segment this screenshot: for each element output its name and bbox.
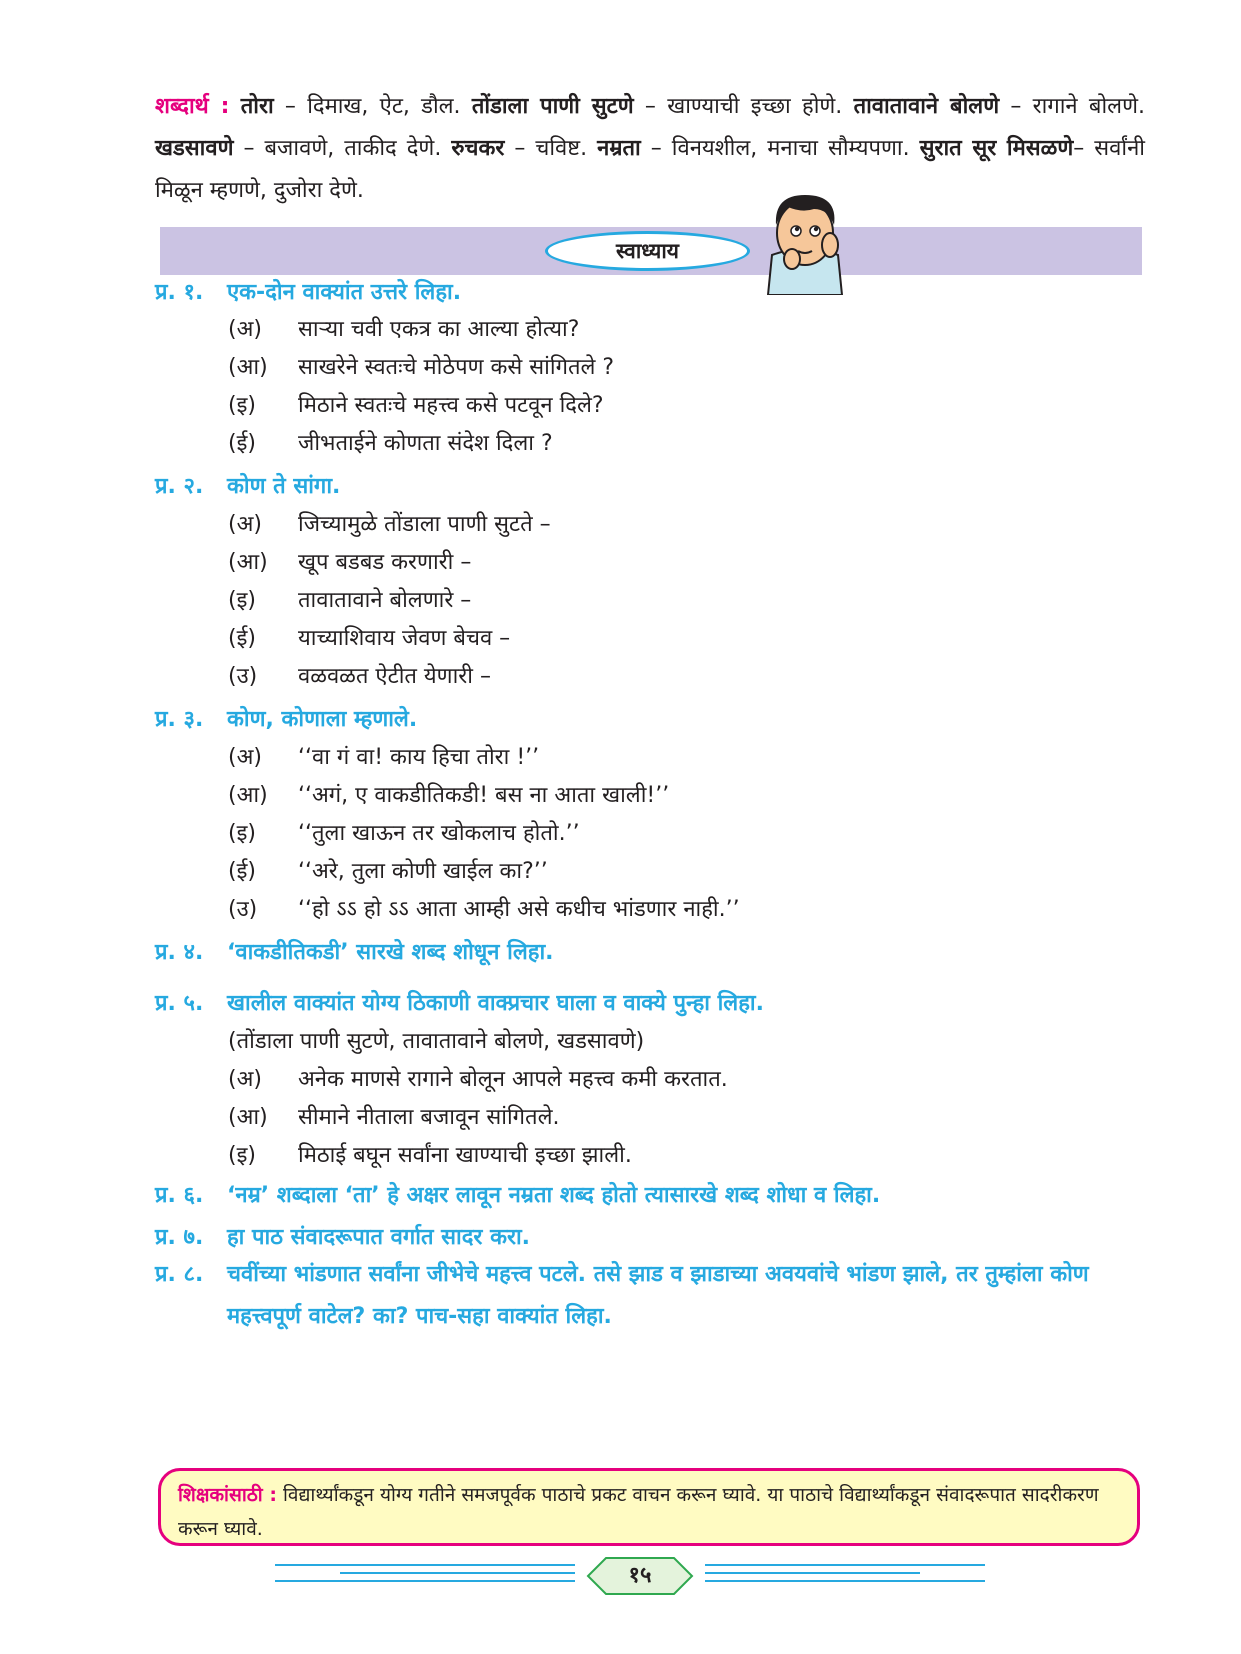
question-number: प्र. ३. (155, 707, 204, 732)
question-number: प्र. ५. (155, 991, 204, 1016)
item-text: मिठाई बघून सर्वांना खाण्याची इच्छा झाली. (298, 1143, 632, 1168)
thinking-boy-illustration (762, 185, 848, 295)
list-item (228, 855, 548, 885)
glossary-def: दिमाख, ऐट, डौल. (307, 94, 461, 119)
question-text: हा पाठ संवादरूपात वर्गात सादर करा. (227, 1225, 531, 1250)
page-number-text: १५ (628, 1563, 652, 1588)
item-text: ‘‘अगं, ए वाकडीतिकडी! बस ना आता खाली!’’ (298, 783, 670, 808)
item-text: ‘‘हो ऽऽ हो ऽऽ आता आम्ही असे कधीच भांडणार नाही.’’ (298, 897, 740, 922)
glossary-term: रुचकर (451, 136, 505, 161)
item-label: (आ) (228, 550, 268, 575)
item-text: अनेक माणसे रागाने बोलून आपले महत्त्व कमी करतात. (298, 1067, 728, 1092)
item-label: (इ) (228, 393, 256, 418)
item-text: जिच्यामुळे तोंडाला पाणी सुटते – (298, 512, 551, 537)
question-text: कोण ते सांगा. (227, 474, 341, 499)
item-label: (ई) (228, 859, 256, 884)
question-number: प्र. ६. (155, 1183, 204, 1208)
question-1 (155, 276, 461, 306)
list-item (228, 741, 539, 771)
question-7 (155, 1221, 530, 1251)
list-item (228, 313, 579, 343)
item-label: (ई) (228, 431, 256, 456)
item-label: (अ) (228, 1067, 262, 1092)
question-number: प्र. ४. (155, 940, 204, 965)
question-3 (155, 703, 417, 733)
question-text: ‘वाकडीतिकडी’ सारखे शब्द शोधून लिहा. (227, 940, 554, 965)
glossary-def: चविष्ट. (535, 136, 588, 161)
question-number: प्र. १. (155, 280, 204, 305)
footer-rule (275, 1564, 575, 1566)
item-label: (आ) (228, 1105, 268, 1130)
teacher-note (178, 1478, 1128, 1546)
list-item (228, 546, 471, 576)
item-label: (आ) (228, 783, 268, 808)
question-text: ‘नम्र’ शब्दाला ‘ता’ हे अक्षर लावून नम्रता शब्द होतो त्यासारखे शब्द शोधा व लिहा. (227, 1183, 881, 1208)
list-item (228, 351, 614, 381)
item-text: तावातावाने बोलणारे – (298, 588, 472, 613)
item-text: मिठाने स्वतःचे महत्त्व कसे पटवून दिले? (298, 393, 604, 418)
glossary-term: तोंडाला पाणी सुटणे (471, 94, 634, 119)
item-label: (इ) (228, 1143, 256, 1168)
item-label: (अ) (228, 317, 262, 342)
item-label: (अ) (228, 512, 262, 537)
list-item (228, 893, 740, 923)
list-item (228, 584, 471, 614)
list-item (228, 622, 510, 652)
question-4 (155, 936, 554, 966)
footer-rule (705, 1580, 985, 1582)
item-text: ‘‘अरे, तुला कोणी खाईल का?’’ (298, 859, 548, 884)
question-2 (155, 470, 340, 500)
footer-rule (275, 1580, 575, 1582)
item-text: ‘‘तुला खाऊन तर खोकलाच होतो.’’ (298, 821, 580, 846)
question-8 (155, 1254, 1145, 1338)
glossary-term: तोरा (240, 94, 274, 119)
glossary-term: तावातावाने बोलणे (853, 94, 1000, 119)
item-label: (आ) (228, 355, 268, 380)
footer-rule (705, 1564, 985, 1566)
question-text: खालील वाक्यांत योग्य ठिकाणी वाक्प्रचार घाला व वाक्ये पुन्हा लिहा. (227, 991, 764, 1016)
list-item (228, 389, 604, 419)
glossary-def: रागाने बोलणे. (1032, 94, 1145, 119)
item-text: वळवळत ऐटीत येणारी – (298, 664, 491, 689)
glossary-heading: शब्दार्थ : (155, 94, 230, 119)
item-label: (इ) (228, 588, 256, 613)
question-5 (155, 987, 764, 1017)
list-item (228, 1139, 632, 1169)
glossary-term: खडसावणे (155, 136, 234, 161)
phrase-options: (तोंडाला पाणी सुटणे, तावातावाने बोलणे, खडसावणे) (228, 1029, 645, 1054)
glossary-def: विनयशील, मनाचा सौम्यपणा. (671, 136, 910, 161)
item-text: साऱ्या चवी एकत्र का आल्या होत्या? (298, 317, 580, 342)
question-number: प्र. २. (155, 474, 204, 499)
list-item (228, 660, 491, 690)
question-text: चवींच्या भांडणात सर्वांना जीभेचे महत्त्व पटले. तसे झाड व झाडाच्या अवयवांचे भांडण झाले, तर तुम्हांला कोण महत्त्वपूर्ण वाटेल? का? पाच-सहा वाक्यांत लिहा. (227, 1262, 1089, 1329)
item-text: याच्याशिवाय जेवण बेचव – (298, 626, 511, 651)
page-number (586, 1556, 694, 1596)
item-text: खूप बडबड करणारी – (298, 550, 472, 575)
item-text: सीमाने नीताला बजावून सांगितले. (298, 1105, 560, 1130)
footer-rule (340, 1572, 575, 1574)
item-text: ‘‘वा गं वा! काय हिचा तोरा !’’ (298, 745, 540, 770)
glossary-def: खाण्याची इच्छा होणे. (667, 94, 843, 119)
footer-rule (705, 1572, 920, 1574)
question-number: प्र. ८. (155, 1262, 204, 1287)
glossary-def: बजावणे, ताकीद देणे. (264, 136, 442, 161)
list-item (228, 779, 669, 809)
list-item (228, 817, 580, 847)
teacher-note-text: विद्यार्थ्यांकडून योग्य गतीने समजपूर्वक पाठाचे प्रकट वाचन करून घ्यावे. या पाठाचे विद्यार्थ्यांकडून संवादरूपात सादरीकरण करून घ्यावे. (178, 1484, 1099, 1540)
item-label: (उ) (228, 664, 258, 689)
glossary-term: नम्रता (597, 136, 641, 161)
teacher-note-heading: शिक्षकांसाठी : (178, 1484, 277, 1506)
list-item (228, 427, 553, 457)
question-6 (155, 1179, 880, 1209)
glossary: शब्दार्थ : तोरा – दिमाख, ऐट, डौल. तोंडाला पाणी सुटणे – खाण्याची इच्छा होणे. तावातावाने बोलणे – रागाने बोलणे. खडसावणे – बजावणे, ताकीद देणे. रुचकर – चविष्ट. नम्रता – विनयशील, मनाचा सौम्यपणा. सुरात सूर मिसळणे– सर्वांनी मिळून म्हणणे, दुजोरा देणे. (155, 94, 1145, 203)
item-label: (अ) (228, 745, 262, 770)
list-item (228, 1063, 728, 1093)
item-label: (इ) (228, 821, 256, 846)
question-number: प्र. ७. (155, 1225, 204, 1250)
glossary-def: सर्वांनी मिळून म्हणणे, दुजोरा देणे. (155, 136, 1145, 203)
question-text: कोण, कोणाला म्हणाले. (227, 707, 418, 732)
item-label: (उ) (228, 897, 258, 922)
question-text: एक-दोन वाक्यांत उत्तरे लिहा. (227, 280, 462, 305)
list-item (228, 1101, 560, 1131)
list-item (228, 508, 551, 538)
glossary-term: सुरात सूर मिसळणे (919, 136, 1074, 161)
item-text: साखरेने स्वतःचे मोठेपण कसे सांगितले ? (298, 355, 615, 380)
item-text: जीभताईने कोणता संदेश दिला ? (298, 431, 553, 456)
section-title: स्वाध्याय (545, 231, 750, 271)
item-label: (ई) (228, 626, 256, 651)
